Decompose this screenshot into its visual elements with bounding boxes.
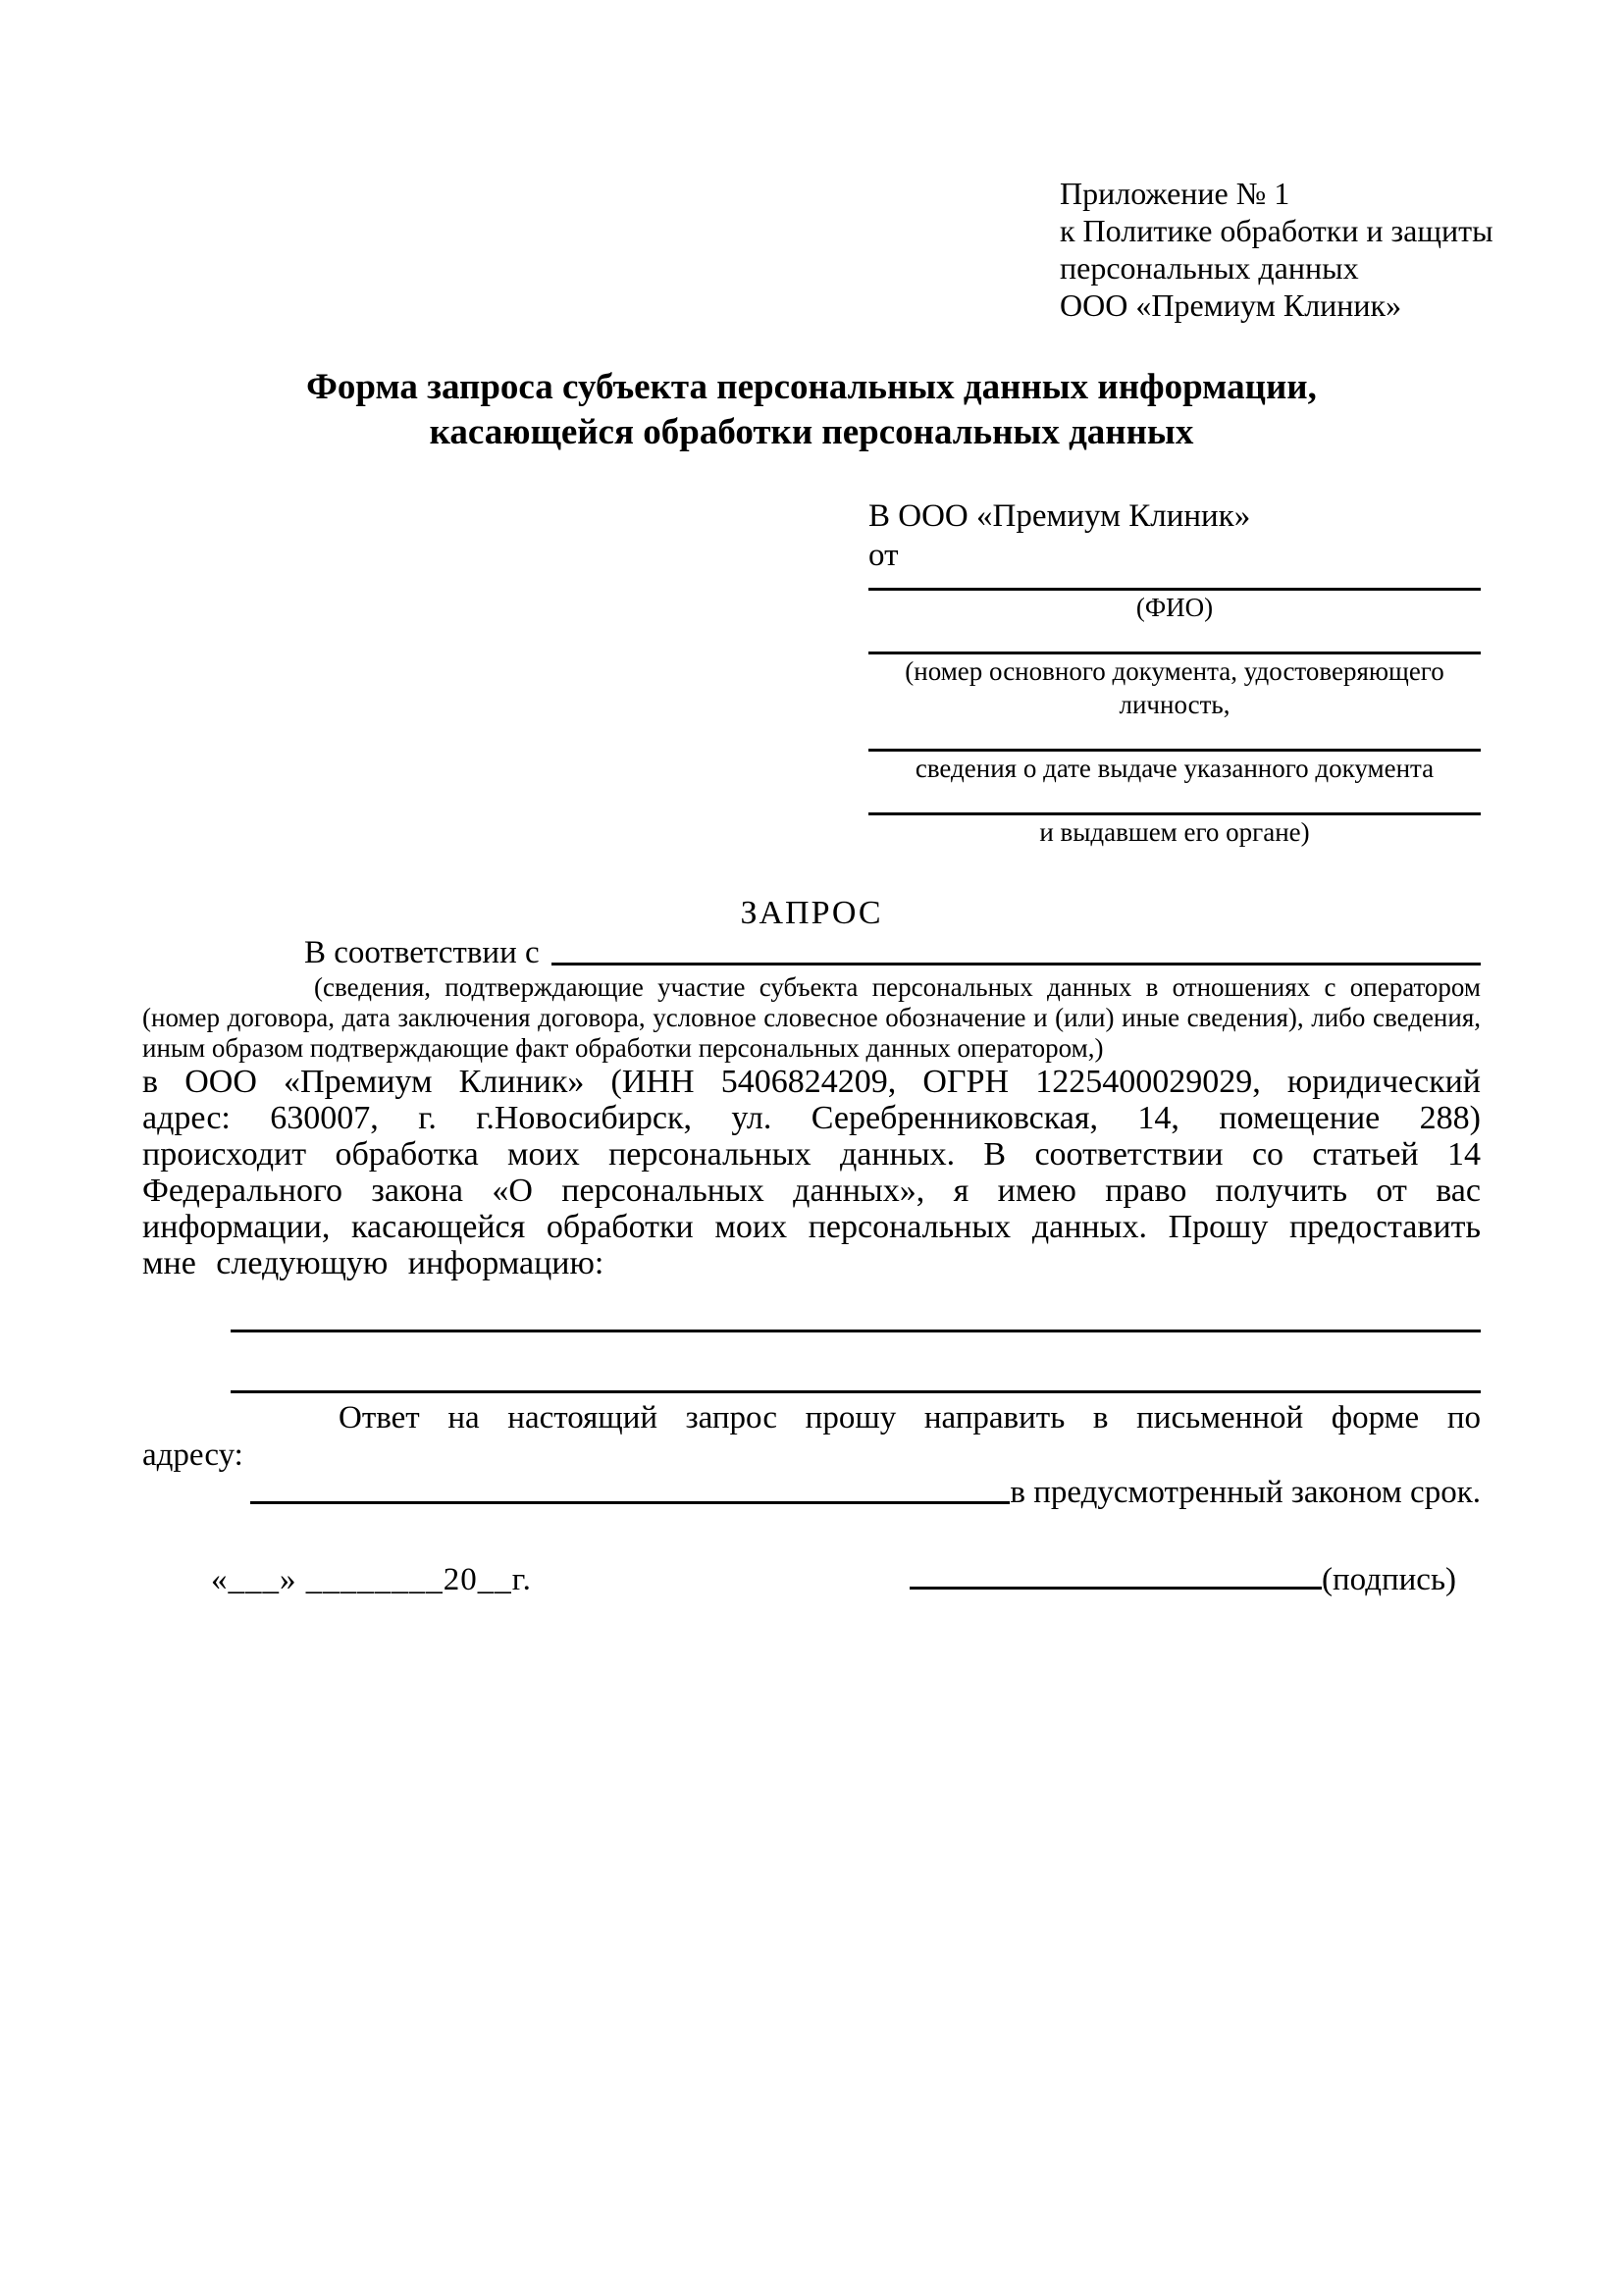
fio-field — [868, 575, 1481, 624]
form-title: Форма запроса субъекта персональных данных информации, касающейся обработки персональных данных — [306, 367, 1317, 452]
addressee-block — [868, 496, 1481, 849]
issuing-authority-caption: и выдавшем его органе) — [1039, 817, 1310, 847]
issue-date-line — [868, 721, 1481, 752]
addressee-to: В ООО «Премиум Клиник» — [868, 498, 1251, 534]
date-field: «___» ________20__г. — [211, 1562, 532, 1597]
signature-line — [910, 1556, 1322, 1590]
reply-address-row — [142, 1474, 1481, 1511]
fio-caption: (ФИО) — [1135, 593, 1214, 622]
appendix-line-2: к Политике обработки и защиты — [1060, 213, 1493, 248]
body-paragraph: в ООО «Премиум Клиник» (ИНН 5406824209, ОГРН 1225400029029, юридический адрес: 630007, г. г.Новосибирск, ул. Серебренниковская, 14, помещение 288) происходит обработка моих персональных данных. В соответствии со статьей 14 Федерального закона «О персональных данных», я имею право получить от вас информации, касающейся обработки моих персональных данных. Прошу предоставить мне следующую информацию: — [142, 1064, 1481, 1281]
issuing-authority-line — [868, 785, 1481, 815]
reply-address-line — [250, 1501, 1010, 1504]
signature-block — [910, 1556, 1456, 1599]
document-number-field — [868, 624, 1481, 721]
addressee-from-label: от — [868, 538, 899, 573]
appendix-line-3: персональных данных — [1060, 250, 1359, 286]
appendix-line-1: Приложение № 1 — [1060, 176, 1290, 211]
reply-paragraph: Ответ на настоящий запрос прошу направить в письменной форме по адресу: — [142, 1400, 1481, 1473]
accordance-fill-line — [551, 963, 1481, 965]
issue-date-caption: сведения о дате выдаче указанного документа — [915, 754, 1435, 783]
request-heading: ЗАПРОС — [740, 895, 883, 931]
issuing-authority-field — [868, 785, 1481, 849]
accordance-prefix: В соответствии с — [304, 935, 540, 970]
fio-line — [868, 575, 1481, 591]
info-blank-line-1 — [231, 1281, 1481, 1332]
appendix-line-4: ООО «Премиум Клиник» — [1060, 287, 1402, 323]
fine-print-note: (сведения, подтверждающие участие субъекта персональных данных в отношениях с оператором (номер договора, дата заключения договора, условное словесное обозначение и (или) иные сведения), либо сведения, иным образом подтверждающие факт обработки персональных данных оператором,) — [142, 972, 1481, 1063]
signature-caption: (подпись) — [1322, 1562, 1456, 1597]
appendix-block — [1060, 175, 1493, 324]
reply-suffix: в предусмотренный законом срок. — [1010, 1475, 1481, 1510]
footer-row — [142, 1556, 1481, 1599]
info-blank-line-2 — [231, 1332, 1481, 1393]
document-number-line — [868, 624, 1481, 654]
document-number-caption: (номер основного документа, удостоверяющего личность, — [905, 656, 1444, 719]
issue-date-field — [868, 721, 1481, 785]
accordance-row — [142, 933, 1481, 972]
